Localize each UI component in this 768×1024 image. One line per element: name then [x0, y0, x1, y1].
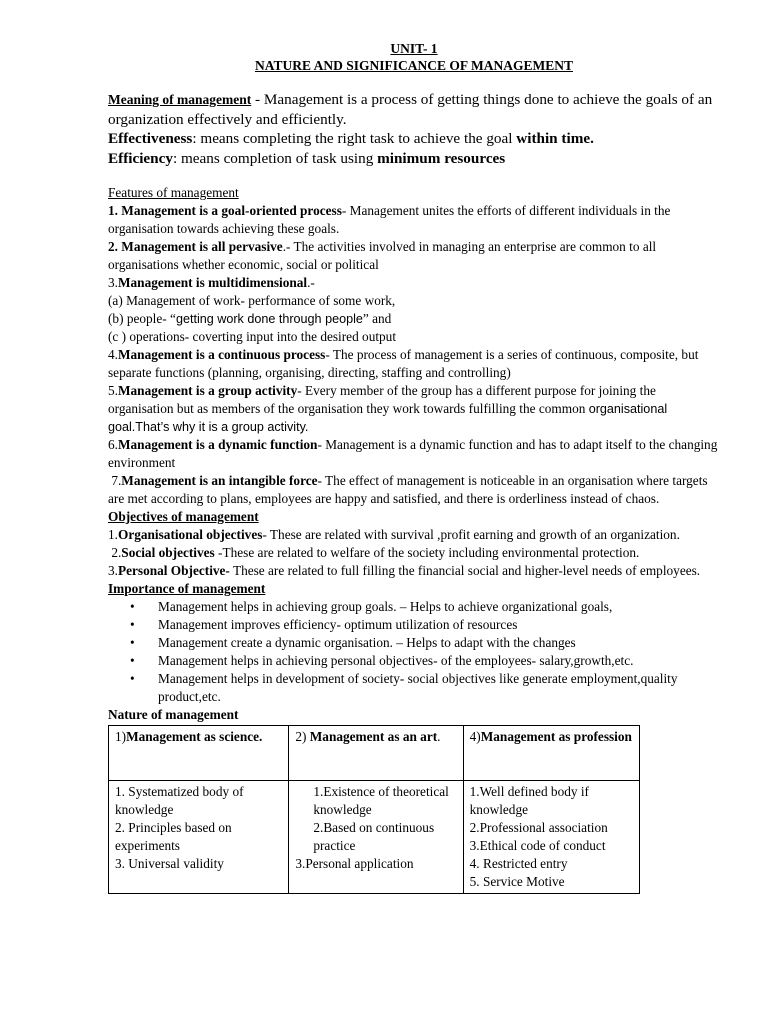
unit-label: UNIT- 1: [390, 41, 438, 56]
list-item-text: Management helps in development of society- social objectives like generate employment,quality product,etc.: [158, 671, 678, 704]
feature-4-number: 4.: [108, 347, 118, 362]
art-title: Management as an art: [309, 729, 438, 744]
feature-3-c: (c ) operations- coverting input into the desired output: [108, 329, 397, 344]
feature-6-title: Management is a dynamic function: [117, 437, 318, 452]
bullet-icon: •: [130, 599, 135, 614]
objective-2-number: 2.: [108, 545, 122, 560]
feature-4: [108, 346, 720, 382]
bullet-icon: •: [130, 635, 135, 650]
objective-1-text: - These are related with survival ,profit earning and growth of an organization.: [262, 527, 680, 542]
feature-3-a: (a) Management of work- performance of some work,: [108, 293, 396, 308]
list-item: [108, 652, 720, 670]
science-item: 3. Universal validity: [115, 856, 224, 871]
list-item-text: Management helps in achieving group goals. – Helps to achieve organizational goals,: [158, 599, 613, 614]
feature-3-b-quote: getting work done through people: [175, 312, 363, 326]
list-item: [108, 670, 720, 706]
profession-title: Management as profession: [480, 729, 632, 744]
meaning-paragraph: [108, 90, 720, 129]
feature-5-number: 5.: [108, 383, 118, 398]
feature-3-b-prefix: (b) people- “: [108, 311, 176, 326]
feature-3-b: [108, 310, 720, 328]
science-title: Management as science.: [126, 729, 263, 744]
feature-6-text: - Management is a dynamic function and has to adapt itself to the changing environment: [108, 437, 718, 470]
meaning-label: Meaning of management: [108, 92, 252, 107]
feature-2: [108, 238, 720, 274]
header-profession: [463, 726, 639, 781]
page-title: NATURE AND SIGNIFICANCE OF MANAGEMENT: [254, 58, 573, 73]
effectiveness-paragraph: [108, 129, 720, 149]
feature-3-title: Management is multidimensional: [117, 275, 308, 290]
feature-3-text: .-: [307, 275, 315, 290]
science-item: 1. Systematized body of knowledge: [115, 784, 244, 817]
profession-item: 3.Ethical code of conduct: [469, 838, 606, 853]
profession-item: 5. Service Motive: [469, 874, 565, 889]
bullet-icon: •: [130, 617, 135, 632]
feature-2-text: .- The activities involved in managing an enterprise are common to all organisations whether economic, social or political: [108, 239, 657, 272]
profession-item: 2.Professional association: [469, 820, 608, 835]
importance-heading: Importance of management: [108, 581, 266, 596]
science-cell: [109, 781, 289, 894]
feature-7-title: Management is an intangible force: [121, 473, 318, 488]
feature-4-title: Management is a continuous process: [117, 347, 326, 362]
header-science: [109, 726, 289, 781]
table-row: [109, 781, 640, 894]
document-page: [108, 40, 720, 894]
objective-3-text: These are related to full filling the financial social and higher-level needs of employees.: [229, 563, 701, 578]
nature-heading: Nature of management: [108, 707, 239, 722]
list-item: [108, 616, 720, 634]
list-item-text: Management create a dynamic organisation. – Helps to adapt with the changes: [158, 635, 576, 650]
efficiency-paragraph: [108, 149, 720, 169]
feature-6-number: 6.: [108, 437, 118, 452]
art-item: 2.Based on continuous practice: [313, 820, 435, 853]
feature-2-title: 2. Management is all pervasive: [108, 239, 283, 254]
feature-1-text: - Management unites the efforts of different individuals in the organisation towards achieving these goals.: [108, 203, 671, 236]
science-number: 1): [115, 729, 127, 744]
objective-2-title: Social objectives: [121, 545, 215, 560]
profession-item: 1.Well defined body if knowledge: [469, 784, 589, 817]
list-item-text: Management helps in achieving personal objectives- of the employees- salary,growth,etc.: [158, 653, 634, 668]
importance-list: [108, 598, 720, 706]
bullet-icon: •: [130, 653, 135, 668]
profession-cell: [463, 781, 639, 894]
feature-5-text: - Every member of the group has a different purpose for joining the organisation but as members of the organisation they work towards fulfilling the common: [108, 383, 656, 416]
feature-5: [108, 382, 720, 436]
meaning-text: - Management is a process of getting things done to achieve the goals of an organization effectively and efficiently.: [108, 91, 713, 128]
objective-1-number: 1.: [108, 527, 118, 542]
art-item: 1.Existence of theoretical knowledge: [313, 784, 449, 817]
objective-1: [108, 526, 720, 544]
list-item-text: Management improves efficiency- optimum utilization of resources: [158, 617, 518, 632]
feature-7-number: 7.: [108, 473, 122, 488]
feature-3-b-suffix: ” and: [362, 311, 392, 326]
feature-5-tail: organisational goal.That’s why it is a group activity.: [108, 402, 668, 434]
nature-table: [108, 725, 640, 894]
feature-1: [108, 202, 720, 238]
feature-1-title: 1. Management is a goal-oriented process: [108, 203, 342, 218]
objective-1-title: Organisational objectives: [117, 527, 263, 542]
features-heading: Features of management: [108, 185, 239, 200]
feature-3: [108, 274, 720, 292]
feature-4-text: - The process of management is a series of continuous, composite, but separate functions (planning, organising, directing, staffing and controlling): [108, 347, 699, 380]
efficiency-bold: minimum resources: [377, 149, 506, 167]
list-item: [108, 634, 720, 652]
profession-item: 4. Restricted entry: [469, 856, 568, 871]
list-item: [108, 598, 720, 616]
header-art: [289, 726, 463, 781]
art-number: 2): [295, 729, 310, 744]
feature-5-title: Management is a group activity: [117, 383, 298, 398]
objectives-heading: Objectives of management: [108, 509, 259, 524]
objective-2-text: -These are related to welfare of the society including environmental protection.: [214, 545, 640, 560]
efficiency-label: Efficiency: [108, 149, 173, 167]
art-cell: [289, 781, 463, 894]
objective-2: [108, 544, 720, 562]
feature-6: [108, 436, 720, 472]
feature-3-number: 3.: [108, 275, 118, 290]
effectiveness-bold: within time.: [516, 130, 594, 147]
objective-3-number: 3.: [108, 563, 118, 578]
bullet-icon: •: [130, 671, 135, 686]
efficiency-text: : means completion of task using: [172, 149, 378, 167]
effectiveness-text: : means completing the right task to achieve the goal: [192, 130, 517, 147]
science-item: 2. Principles based on experiments: [115, 820, 232, 853]
table-header-row: [109, 726, 640, 781]
art-item: 3.Personal application: [295, 856, 414, 871]
objective-3-title: Personal Objective-: [117, 563, 230, 578]
profession-number: 4): [469, 729, 481, 744]
effectiveness-label: Effectiveness: [108, 130, 193, 147]
art-title-tail: .: [437, 729, 441, 744]
feature-7-text: - The effect of management is noticeable in an organisation where targets are met according to plans, employees are happy and satisfied, and there is orderliness instead of chaos.: [108, 473, 708, 506]
feature-7: [108, 472, 720, 508]
objective-3: [108, 562, 720, 580]
